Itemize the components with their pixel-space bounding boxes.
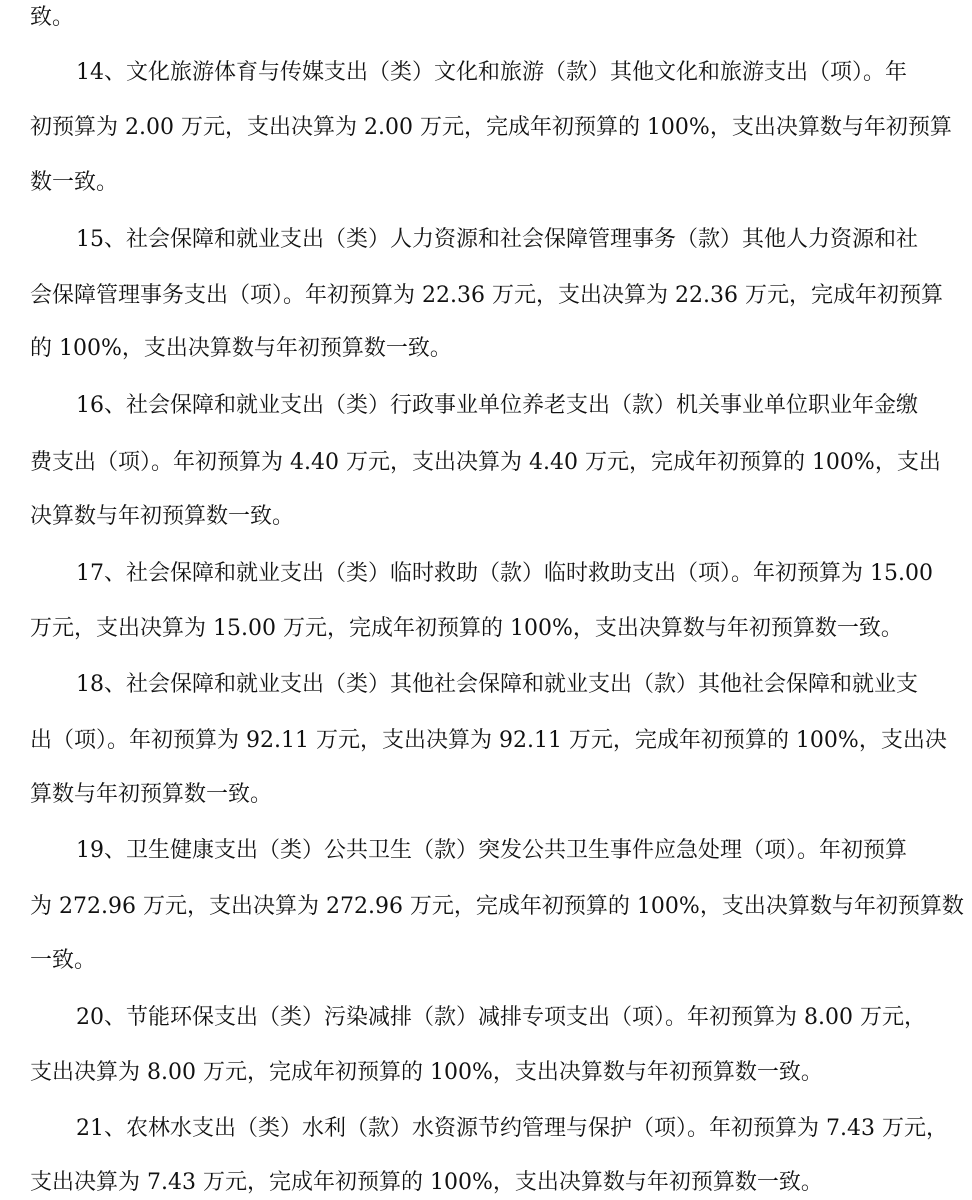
paragraph-14-line-3: 数一致。	[30, 170, 119, 195]
paragraph-18-line-1: 18、社会保障和就业支出（类）其他社会保障和就业支出（款）其他社会保障和就业支	[76, 672, 918, 697]
paragraph-17-line-2: 万元，支出决算为 15.00 万元，完成年初预算的 100%，支出决算数与年初预算数一致。	[30, 616, 903, 641]
paragraph-16-line-3: 决算数与年初预算数一致。	[30, 504, 295, 529]
paragraph-19-line-2: 为 272.96 万元，支出决算为 272.96 万元，完成年初预算的 100%，支出决算数与年初预算数	[30, 894, 964, 919]
paragraph-21-line-1: 21、农林水支出（类）水利（款）水资源节约管理与保护（项）。年初预算为 7.43 万元，	[76, 1116, 948, 1141]
paragraph-19-line-1: 19、卫生健康支出（类）公共卫生（款）突发公共卫生事件应急处理（项）。年初预算	[76, 838, 907, 863]
paragraph-18-line-3: 算数与年初预算数一致。	[30, 782, 273, 807]
paragraph-15-line-3: 的 100%，支出决算数与年初预算数一致。	[30, 336, 452, 361]
paragraph-16-line-1: 16、社会保障和就业支出（类）行政事业单位养老支出（款）机关事业单位职业年金缴	[76, 393, 918, 418]
paragraph-19-line-3: 一致。	[30, 948, 97, 973]
paragraph-20-line-1: 20、节能环保支出（类）污染减排（款）减排专项支出（项）。年初预算为 8.00 万元，	[76, 1005, 926, 1030]
paragraph-line: 致。	[30, 5, 75, 30]
paragraph-21-line-2: 支出决算为 7.43 万元，完成年初预算的 100%，支出决算数与年初预算数一致。	[30, 1170, 823, 1195]
paragraph-17-line-1: 17、社会保障和就业支出（类）临时救助（款）临时救助支出（项）。年初预算为 15.00	[76, 561, 933, 586]
paragraph-14-line-1: 14、文化旅游体育与传媒支出（类）文化和旅游（款）其他文化和旅游支出（项）。年	[76, 60, 907, 85]
paragraph-15-line-1: 15、社会保障和就业支出（类）人力资源和社会保障管理事务（款）其他人力资源和社	[76, 227, 918, 252]
paragraph-20-line-2: 支出决算为 8.00 万元，完成年初预算的 100%，支出决算数与年初预算数一致。	[30, 1060, 823, 1085]
paragraph-18-line-2: 出（项）。年初预算为 92.11 万元，支出决算为 92.11 万元，完成年初预算的 100%，支出决	[30, 728, 947, 753]
paragraph-14-line-2: 初预算为 2.00 万元，支出决算为 2.00 万元，完成年初预算的 100%，支出决算数与年初预算	[30, 115, 952, 140]
paragraph-16-line-2: 费支出（项）。年初预算为 4.40 万元，支出决算为 4.40 万元，完成年初预算的 100%，支出	[30, 450, 941, 475]
paragraph-15-line-2: 会保障管理事务支出（项）。年初预算为 22.36 万元，支出决算为 22.36 万元，完成年初预算	[30, 283, 943, 308]
